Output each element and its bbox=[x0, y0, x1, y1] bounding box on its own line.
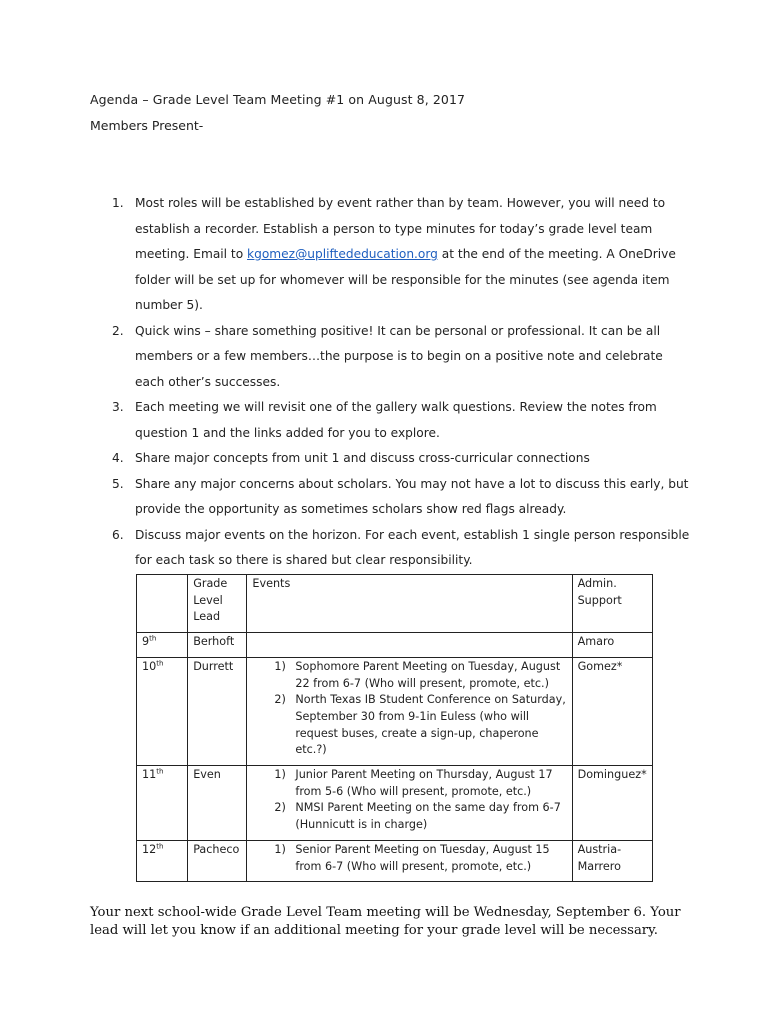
agenda-item-text: Most roles will be established by event rather than by team. However, you will need to establish a recorder. Establish a person to type minutes for today’s grade level team meeting. Email to bbox=[135, 196, 666, 261]
event-number: 2) bbox=[274, 801, 286, 815]
admin-cell: Amaro bbox=[572, 633, 652, 658]
grade-suffix: th bbox=[156, 842, 164, 851]
header-events: Events bbox=[247, 575, 572, 633]
event-item bbox=[252, 659, 566, 692]
members-present-label: Members Present- bbox=[90, 118, 204, 133]
agenda-item bbox=[90, 395, 690, 446]
agenda-item-number: 2. bbox=[112, 323, 124, 338]
lead-cell: Berhoft bbox=[188, 633, 247, 658]
table-header-row bbox=[137, 575, 653, 633]
agenda-item-number: 1. bbox=[112, 196, 124, 210]
table-row bbox=[137, 657, 653, 765]
next-meeting-note: Your next school-wide Grade Level Team meeting will be Wednesday, September 6. Your lead will let you know if an additional meeting for your grade level will be necessary. bbox=[90, 905, 681, 938]
agenda-item-number: 4. bbox=[112, 451, 124, 465]
table-row bbox=[137, 766, 653, 841]
grade-cell bbox=[137, 840, 188, 881]
agenda-list bbox=[90, 191, 690, 574]
agenda-item-text: Share any major concerns about scholars. You may not have a lot to discuss this early, but provide the opportunity as sometimes scholars show red flags already. bbox=[135, 476, 689, 516]
admin-cell: Dominguez* bbox=[572, 766, 652, 841]
agenda-item bbox=[90, 472, 690, 523]
grade-cell bbox=[137, 766, 188, 841]
agenda-item-text: Quick wins – share something positive! It can be personal or professional. It can be all members or a few members…the purpose is to begin on a positive note and celebrate each other’s successes. bbox=[135, 323, 663, 389]
grade-number: 12 bbox=[142, 842, 157, 856]
lead-cell: Even bbox=[188, 766, 247, 841]
grade-number: 10 bbox=[142, 659, 157, 673]
header-admin: Admin. Support bbox=[572, 575, 652, 633]
agenda-item bbox=[90, 191, 690, 319]
event-text: Sophomore Parent Meeting on Tuesday, August 22 from 6-7 (Who will present, promote, etc.) bbox=[295, 659, 561, 690]
agenda-item-number: 5. bbox=[112, 476, 124, 491]
event-text: NMSI Parent Meeting on the same day from 6-7 (Hunnicutt is in charge) bbox=[295, 801, 561, 832]
events-cell bbox=[247, 657, 572, 765]
event-text: North Texas IB Student Conference on Saturday, September 30 from 9-1in Euless (who will request buses, create a sign-up, chaperone etc.?) bbox=[295, 693, 566, 757]
event-number: 1) bbox=[274, 768, 286, 782]
event-item bbox=[252, 767, 566, 800]
event-item bbox=[252, 800, 566, 833]
grade-suffix: th bbox=[149, 634, 157, 643]
grade-suffix: th bbox=[156, 659, 164, 668]
email-link[interactable]: kgomez@upliftededucation.org bbox=[247, 247, 438, 261]
admin-cell: Austria-Marrero bbox=[572, 840, 652, 881]
events-cell bbox=[247, 766, 572, 841]
table-row bbox=[137, 840, 653, 881]
agenda-item-text-continued: at the end of the meeting. A OneDrive folder will be set up for whomever will be responsible for the minutes (see agenda item number 5). bbox=[135, 247, 676, 312]
event-number: 1) bbox=[274, 842, 286, 856]
events-cell bbox=[247, 840, 572, 881]
event-number: 1) bbox=[274, 659, 286, 673]
grade-cell bbox=[137, 657, 188, 765]
event-list bbox=[252, 659, 566, 759]
agenda-item bbox=[90, 319, 690, 396]
agenda-item-text: Each meeting we will revisit one of the gallery walk questions. Review the notes from question 1 and the links added for you to explore. bbox=[135, 400, 657, 440]
event-text: Senior Parent Meeting on Tuesday, August 15 from 6-7 (Who will present, promote, etc.) bbox=[295, 842, 550, 873]
grade-number: 11 bbox=[142, 768, 157, 782]
event-list bbox=[252, 842, 566, 875]
grade-suffix: th bbox=[156, 767, 164, 776]
events-table bbox=[136, 574, 653, 882]
table-row bbox=[137, 633, 653, 658]
event-number: 2) bbox=[274, 693, 286, 707]
admin-cell: Gomez* bbox=[572, 657, 652, 765]
grade-number: 9 bbox=[142, 635, 150, 649]
agenda-item bbox=[90, 446, 690, 472]
event-item bbox=[252, 692, 566, 759]
agenda-item-text: Discuss major events on the horizon. For each event, establish 1 single person responsible for each task so there is shared but clear responsibility. bbox=[135, 527, 690, 567]
lead-cell: Pacheco bbox=[188, 840, 247, 881]
event-item bbox=[252, 842, 566, 875]
grade-cell bbox=[137, 633, 188, 658]
event-list bbox=[252, 767, 566, 834]
lead-cell: Durrett bbox=[188, 657, 247, 765]
agenda-item-number: 3. bbox=[112, 400, 124, 414]
event-text: Junior Parent Meeting on Thursday, August 17 from 5-6 (Who will present, promote, etc.) bbox=[295, 768, 553, 798]
document-title: Agenda – Grade Level Team Meeting #1 on August 8, 2017 bbox=[90, 92, 466, 107]
events-cell bbox=[247, 633, 572, 658]
header-lead: Grade Level Lead bbox=[188, 575, 247, 633]
agenda-item-number: 6. bbox=[112, 527, 124, 542]
agenda-item bbox=[90, 523, 690, 574]
header-grade bbox=[137, 575, 188, 633]
agenda-item-text: Share major concepts from unit 1 and discuss cross-curricular connections bbox=[135, 451, 590, 465]
